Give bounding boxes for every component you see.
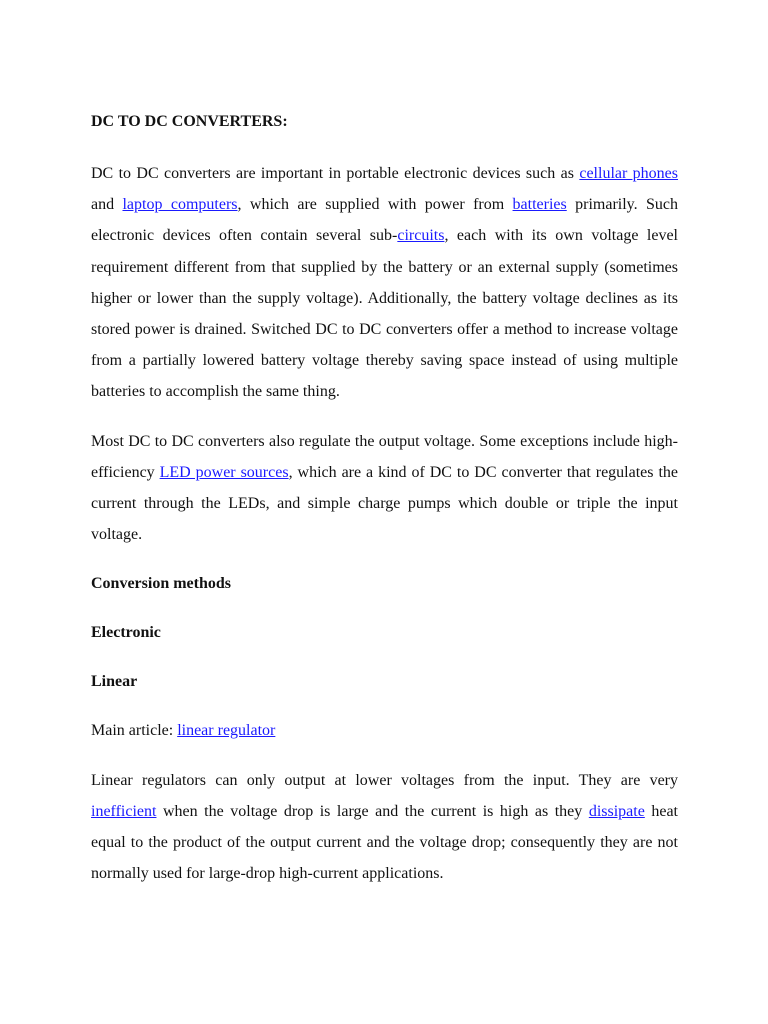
text-span: DC to DC converters are important in portable electronic devices such as	[91, 165, 580, 182]
link-laptop-computers[interactable]: laptop computers	[122, 196, 238, 214]
text-span: , which are a kind of DC to DC converter that regulates the current through the LEDs, and simple charge pumps which double or triple the input voltage.	[91, 463, 678, 544]
text-span: , which are supplied with power from	[237, 196, 513, 214]
text-span: primarily. Such electronic devices often contain several sub-	[91, 196, 679, 245]
document-page	[91, 106, 678, 889]
link-circuits[interactable]: circuits	[397, 227, 445, 245]
text-span: , each with its own voltage level requirement different from that supplied by the battery or an external supply (sometimes higher or lower than the supply voltage). Additionally, the battery voltage declines as its stored power is drained. Switched DC to DC converters offer a method to increase voltage from a partially lowered battery voltage thereby saving space instead of using multiple batteries to accomplish the same thing.	[91, 227, 679, 401]
paragraph-intro	[91, 158, 678, 408]
paragraph-linear-regulators	[91, 765, 678, 890]
main-article-prefix: Main article:	[91, 722, 178, 740]
heading-electronic: Electronic	[91, 624, 161, 642]
document-title: DC TO DC CONVERTERS:	[91, 113, 288, 130]
text-span: when the voltage drop is large and the current is high as they	[156, 802, 589, 820]
link-cellular-phones[interactable]: cellular phones	[579, 165, 679, 182]
paragraph-regulation	[91, 426, 678, 551]
text-span: Most DC to DC converters also regulate the output voltage. Some exceptions include high-efficiency	[91, 432, 678, 481]
link-inefficient[interactable]: inefficient	[91, 802, 157, 820]
text-span: and	[91, 196, 123, 214]
link-dissipate[interactable]: dissipate	[588, 802, 645, 820]
heading-conversion-methods: Conversion methods	[91, 575, 232, 593]
heading-linear: Linear	[91, 673, 138, 691]
link-linear-regulator[interactable]: linear regulator	[177, 722, 276, 740]
paragraph-main-article	[91, 715, 678, 746]
link-batteries[interactable]: batteries	[512, 196, 567, 214]
text-span: heat equal to the product of the output current and the voltage drop; consequently they are not normally used for large-drop high-current applications.	[91, 802, 678, 883]
text-span: Linear regulators can only output at lower voltages from the input. They are very	[91, 771, 678, 789]
link-led-power-sources[interactable]: LED power sources	[159, 463, 289, 481]
